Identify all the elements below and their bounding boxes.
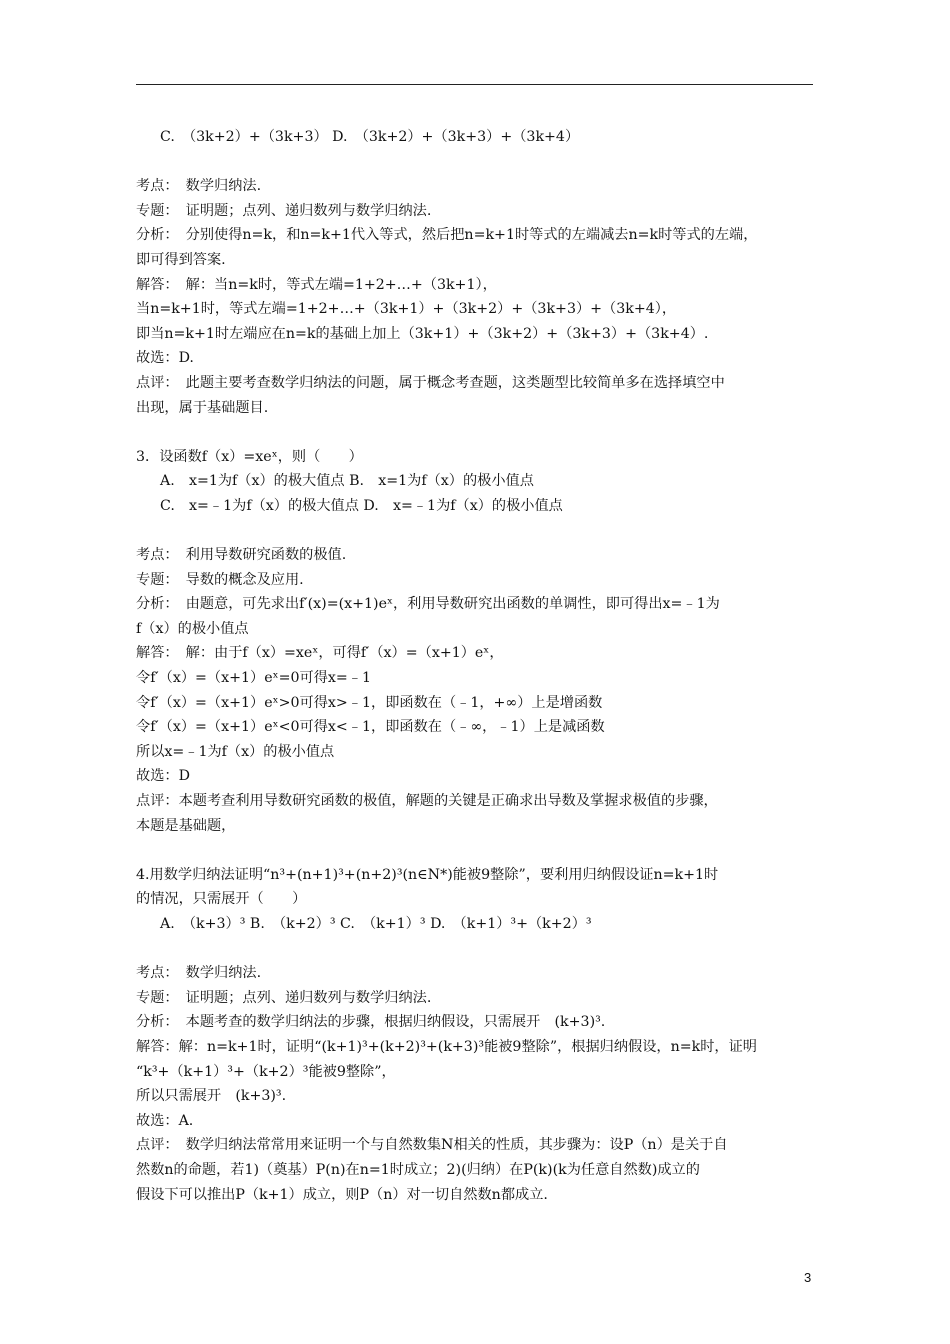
- q3-jieda-line: 令f′（x）=（x+1）eˣ=0可得x=﹣1: [136, 670, 372, 687]
- q3-jieda-line: 所以x=﹣1为f（x）的极小值点: [136, 743, 335, 760]
- q2-fenxi-line: 分析： 分别使得n=k，和n=k+1代入等式，然后把n=k+1时等式的左端减去n=k时等式的左端，: [136, 227, 758, 244]
- q4-jieda-line: 故选：A.: [136, 1112, 194, 1129]
- q4-zhuanti: 专题： 证明题；点列、递归数列与数学归纳法.: [136, 989, 432, 1006]
- q2-dianping-line: 点评： 此题主要考查数学归纳法的问题，属于概念考查题，这类题型比较简单多在选择填空中: [136, 374, 725, 391]
- document-body: [136, 125, 816, 1207]
- q3-kaodian: 考点： 利用导数研究函数的极值.: [136, 547, 347, 564]
- spacer: [136, 937, 816, 962]
- q3-dianping-line: 本题是基础题，: [136, 817, 236, 834]
- q3-dianping-line: 点评：本题考查利用导数研究函数的极值，解题的关键是正确求出导数及掌握求极值的步骤，: [136, 793, 718, 810]
- q4-options: A. （k+3）³ B. （k+2）³ C. （k+1）³ D. （k+1）³+（k+2）³: [160, 916, 592, 932]
- q3-zhuanti: 专题： 导数的概念及应用.: [136, 571, 304, 588]
- q4-dianping-line: 点评： 数学归纳法常常用来证明一个与自然数集N相关的性质，其步骤为：设P（n）是关于自: [136, 1137, 728, 1154]
- q3-options-cd: C. x=﹣1为f（x）的极大值点 D. x=﹣1为f（x）的极小值点: [160, 497, 563, 514]
- q4-kaodian: 考点： 数学归纳法.: [136, 965, 262, 982]
- q2-jieda-line: 解答： 解：当n=k时，等式左端=1+2+…+（3k+1），: [136, 276, 497, 293]
- spacer: [136, 150, 816, 175]
- q2-dianping-line: 出现，属于基础题目.: [136, 399, 269, 416]
- q3-options-ab: A. x=1为f（x）的极大值点 B. x=1为f（x）的极小值点: [160, 473, 534, 490]
- q2-fenxi-line: 即可得到答案.: [136, 251, 226, 268]
- q4-jieda-line: 所以只需展开 (k+3)³.: [136, 1088, 287, 1105]
- q4-dianping-line: 然数n的命题，若1)（奠基）P(n)在n=1时成立；2)(归纳）在P(k)(k为任意自然数)成立的: [136, 1161, 700, 1178]
- q2-jieda-line: 即当n=k+1时左端应在n=k的基础上加上（3k+1）+（3k+2）+（3k+3）+（3k+4）.: [136, 325, 709, 342]
- q3-jieda-line: 故选：D: [136, 768, 190, 785]
- q2-kaodian: 考点： 数学归纳法.: [136, 178, 262, 195]
- spacer: [136, 838, 816, 863]
- q4-stem-line: 4.用数学归纳法证明“n³+(n+1)³+(n+2)³(n∈N*)能被9整除”，要利用归纳假设证n=k+1时: [136, 866, 719, 883]
- q4-stem-line: 的情况，只需展开（ ）: [136, 891, 307, 908]
- q2-zhuanti: 专题： 证明题；点列、递归数列与数学归纳法.: [136, 202, 432, 219]
- q4-jieda-line: 解答：解：n=k+1时，证明“(k+1)³+(k+2)³+(k+3)³能被9整除”，根据归纳假设，n=k时，证明: [136, 1038, 757, 1055]
- q2-jieda-line: 当n=k+1时，等式左端=1+2+…+（3k+1）+（3k+2）+（3k+3）+（3k+4），: [136, 301, 677, 318]
- q3-jieda-line: 令f′（x）=（x+1）eˣ>0可得x>﹣1，即函数在（﹣1，+∞）上是增函数: [136, 694, 603, 711]
- spacer: [136, 420, 816, 445]
- q3-fenxi-line: 分析： 由题意，可先求出f′(x)=(x+1)eˣ，利用导数研究出函数的单调性，即可得出x=﹣1为: [136, 596, 720, 613]
- q4-dianping-line: 假设下可以推出P（k+1）成立，则P（n）对一切自然数n都成立.: [136, 1186, 548, 1203]
- header-rule: [136, 84, 813, 85]
- q4-jieda-line: “k³+（k+1）³+（k+2）³能被9整除”，: [136, 1063, 396, 1080]
- q2-options-cd: C. （3k+2）+（3k+3） D. （3k+2）+（3k+3）+（3k+4）: [160, 129, 580, 145]
- q4-fenxi: 分析： 本题考查的数学归纳法的步骤，根据归纳假设，只需展开 (k+3)³.: [136, 1014, 606, 1031]
- q3-stem: 3．设函数f（x）=xeˣ，则（ ）: [136, 448, 363, 465]
- q3-jieda-line: 令f′（x）=（x+1）eˣ<0可得x<﹣1，即函数在（﹣∞，﹣1）上是减函数: [136, 719, 605, 736]
- q3-jieda-line: 解答： 解：由于f（x）=xeˣ，可得f′（x）=（x+1）eˣ，: [136, 645, 504, 662]
- q2-jieda-line: 故选：D.: [136, 350, 194, 367]
- q3-fenxi-line: f（x）的极小值点: [136, 620, 249, 637]
- spacer: [136, 519, 816, 544]
- page-number: 3: [804, 1270, 812, 1285]
